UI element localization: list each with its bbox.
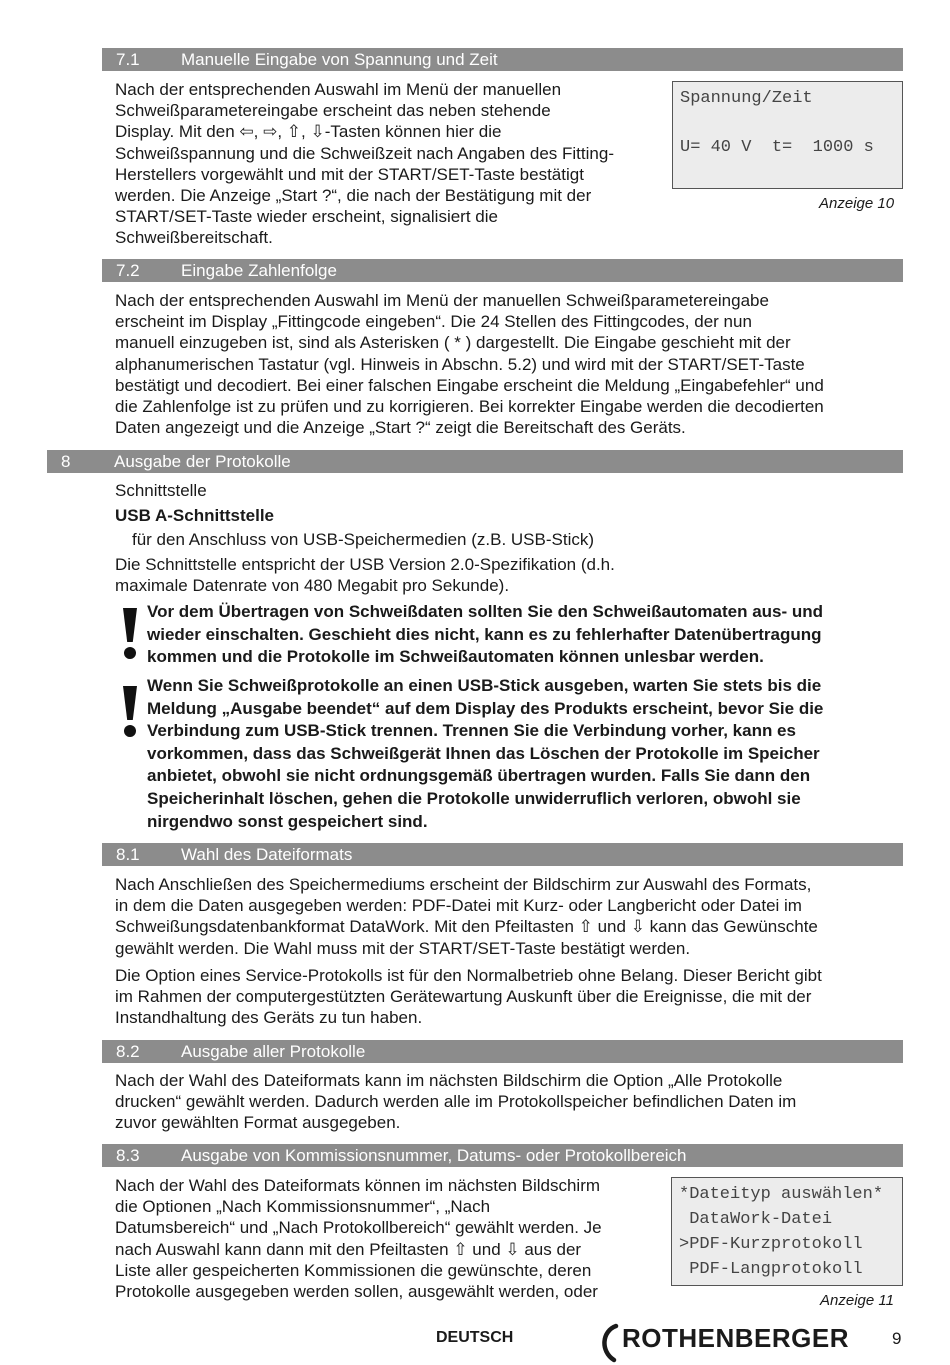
display-11 [671, 1177, 903, 1286]
text-line: im Rahmen der computergestützten Gerätewartung Auskunft über die Ereignisse, die mit der [115, 987, 812, 1007]
text-line: Nach der Wahl des Dateiformats können im nächsten Bildschirm [115, 1176, 601, 1195]
usb-title: USB A-Schnittstelle [115, 506, 275, 525]
text-line: zuvor gewählten Format ausgegeben. [115, 1113, 401, 1133]
display-line: *Dateityp auswählen* [679, 1185, 884, 1204]
display-caption: Anzeige 11 [820, 1292, 894, 1309]
text-line: Die Option eines Service-Protokolls ist für den Normalbetrieb ohne Belang. Dieser Bericht gibt [115, 966, 822, 985]
section-number: 8 [61, 452, 71, 471]
text-line: vorkommen, dass das Schweißgerät Ihnen das Löschen der Protokolle im Speicher [147, 743, 820, 763]
text-line: Schweißparametereingabe erscheint das neben stehende [115, 101, 551, 121]
section-7-1-header [102, 48, 903, 71]
section-8-1-header [102, 843, 903, 866]
section-8-2-body [115, 1070, 796, 1134]
text-line: Nach der Wahl des Dateiformats kann im nächsten Bildschirm die Option „Alle Protokolle [115, 1071, 783, 1090]
section-number: 8.1 [116, 845, 140, 864]
text-line: die Zahlenfolge ist zu prüfen und zu korrigieren. Bei korrekter Eingabe werden die decodierten [115, 397, 824, 417]
brand-name: ROTHENBERGER [622, 1323, 850, 1353]
text-line: nirgendwo sonst gespeichert sind. [147, 811, 428, 831]
section-title: Ausgabe der Protokolle [114, 452, 291, 471]
section-8-3-header [102, 1144, 903, 1167]
section-8-header [47, 450, 903, 473]
text-line: Instandhaltung des Geräts zu tun haben. [115, 1008, 423, 1028]
text-line: Nach Anschließen des Speichermediums erscheint der Bildschirm zur Auswahl des Formats, [115, 875, 812, 894]
brand-logo [596, 1323, 848, 1363]
text-line: nach Auswahl kann dann mit den Pfeiltasten ⇧ und ⇩ aus der [115, 1239, 582, 1259]
text-line: maximale Datenrate von 480 Megabit pro Sekunde). [115, 576, 510, 596]
section-8-3-body [115, 1175, 602, 1302]
text-line: Schweißungsdatenbankformat DataWork. Mit den Pfeiltasten ⇧ und ⇩ kann das Gewünschte [115, 917, 818, 937]
text-line: Nach der entsprechenden Auswahl im Menü der manuellen Schweißparametereingabe [115, 291, 769, 310]
text-line: in dem die Daten ausgegeben werden: PDF-Datei mit Kurz- oder Langbericht oder Datei im [115, 896, 802, 916]
text-line: werden. Die Anzeige „Start ?“, die nach der Bestätigung mit der [115, 186, 592, 206]
section-title: Ausgabe von Kommissionsnummer, Datums- oder Protokollbereich [181, 1146, 687, 1165]
text-line: START/SET-Taste wieder erscheint, signalisiert die [115, 207, 498, 227]
text-line: kommen und die Protokolle im Schweißautomaten können unlesbar werden. [147, 647, 764, 667]
text-line: die Optionen „Nach Kommissionsnummer“, „Nach [115, 1197, 491, 1217]
interface-label: Schnittstelle [115, 481, 207, 500]
text-line: alphanumerischen Tastatur (vgl. Hinweis in Abschn. 5.2) und wird mit der START/SET-Taste [115, 354, 805, 374]
section-number: 8.2 [116, 1042, 140, 1061]
section-title: Ausgabe aller Protokolle [181, 1042, 366, 1061]
text-line: erscheint im Display „Fittingcode eingeben“. Die 24 Stellen des Fittingcodes, der nun [115, 312, 752, 332]
section-number: 7.2 [116, 261, 140, 280]
text-line: Protokolle ausgegeben werden sollen, ausgewählt werden, oder [115, 1282, 598, 1302]
text-line: anbietet, obwohl sie nicht ordnungsgemäß übertragen wurden. Falls Sie dann den [147, 766, 811, 786]
text-line: Schweißspannung und die Schweißzeit nach Angaben des Fitting- [115, 143, 614, 163]
section-8-1-paragraph-2 [115, 965, 822, 1029]
display-line: U= 40 V t= 1000 s [680, 138, 874, 157]
text-line: wieder einschalten. Geschieht dies nicht, kann es zu fehlerhafter Datenübertragung [147, 624, 822, 644]
warning-2 [147, 675, 823, 833]
text-line: Liste aller gespeicherten Kommissionen die gewünschte, deren [115, 1260, 592, 1280]
text-line: Datumsbereich“ und „Nach Protokollbereich“ gewählt werden. Je [115, 1218, 602, 1238]
footer-language: DEUTSCH [436, 1329, 514, 1346]
text-line: Meldung „Ausgabe beendet“ auf dem Display des Produkts erscheint, bevor Sie die [147, 698, 824, 718]
display-10 [672, 81, 903, 189]
section-7-2-header [102, 259, 903, 282]
display-line: Spannung/Zeit [680, 89, 813, 108]
display-line: DataWork-Datei [679, 1210, 833, 1229]
text-line: Vor dem Übertragen von Schweißdaten sollten Sie den Schweißautomaten aus- und [147, 602, 824, 621]
text-line: Display. Mit den ⇦, ⇨, ⇧, ⇩-Tasten können hier die [115, 122, 502, 142]
display-line: PDF-Langprotokoll [679, 1260, 863, 1279]
warning-1 [147, 601, 823, 669]
text-line: Herstellers vorgewählt und mit der START/SET-Taste bestätigt [115, 164, 584, 184]
usb-description: für den Anschluss von USB-Speichermedien (z.B. USB-Stick) [132, 530, 595, 549]
section-7-1-body [115, 79, 614, 249]
text-line: Verbindung zum USB-Stick trennen. Trennen Sie die Verbindung vorher, kann es [147, 721, 796, 741]
text-line: manuell einzugeben ist, sind als Asterisken ( * ) dargestellt. Die Eingabe geschieht mit der [115, 333, 791, 353]
section-8-2-header [102, 1040, 903, 1063]
page-number: 9 [892, 1329, 902, 1348]
display-caption: Anzeige 10 [819, 195, 895, 212]
section-title: Manuelle Eingabe von Spannung und Zeit [181, 50, 498, 69]
section-title: Wahl des Dateiformats [181, 845, 353, 864]
text-line: Die Schnittstelle entspricht der USB Version 2.0-Spezifikation (d.h. [115, 555, 615, 574]
text-line: Wenn Sie Schweißprotokolle an einen USB-Stick ausgeben, warten Sie stets bis die [147, 676, 822, 695]
text-line: Nach der entsprechenden Auswahl im Menü der manuellen [115, 80, 562, 99]
section-8-1-paragraph-1 [115, 874, 818, 959]
text-line: gewählt werden. Die Wahl muss mit der START/SET-Taste bestätigt werden. [115, 938, 691, 958]
text-line: Speicherinhalt löschen, gehen die Protokolle unwiderruflich verloren, obwohl sie [147, 788, 801, 808]
section-title: Eingabe Zahlenfolge [181, 261, 337, 280]
text-line: Schweißbereitschaft. [115, 228, 273, 248]
text-line: drucken“ gewählt werden. Dadurch werden alle im Protokollspeicher befindlichen Daten im [115, 1092, 797, 1112]
section-number: 7.1 [116, 50, 140, 69]
text-line: bestätigt und decodiert. Bei einer falschen Eingabe erscheint die Meldung „Eingabefehler“ und [115, 375, 824, 395]
section-number: 8.3 [116, 1146, 140, 1165]
usb-spec [115, 554, 615, 596]
brand-swoosh-icon [596, 1323, 622, 1363]
text-line: Daten angezeigt und die Anzeige „Start ?“ zeigt die Bereitschaft des Geräts. [115, 418, 686, 438]
section-7-2-body [115, 290, 824, 438]
display-line: >PDF-Kurzprotokoll [679, 1235, 863, 1254]
